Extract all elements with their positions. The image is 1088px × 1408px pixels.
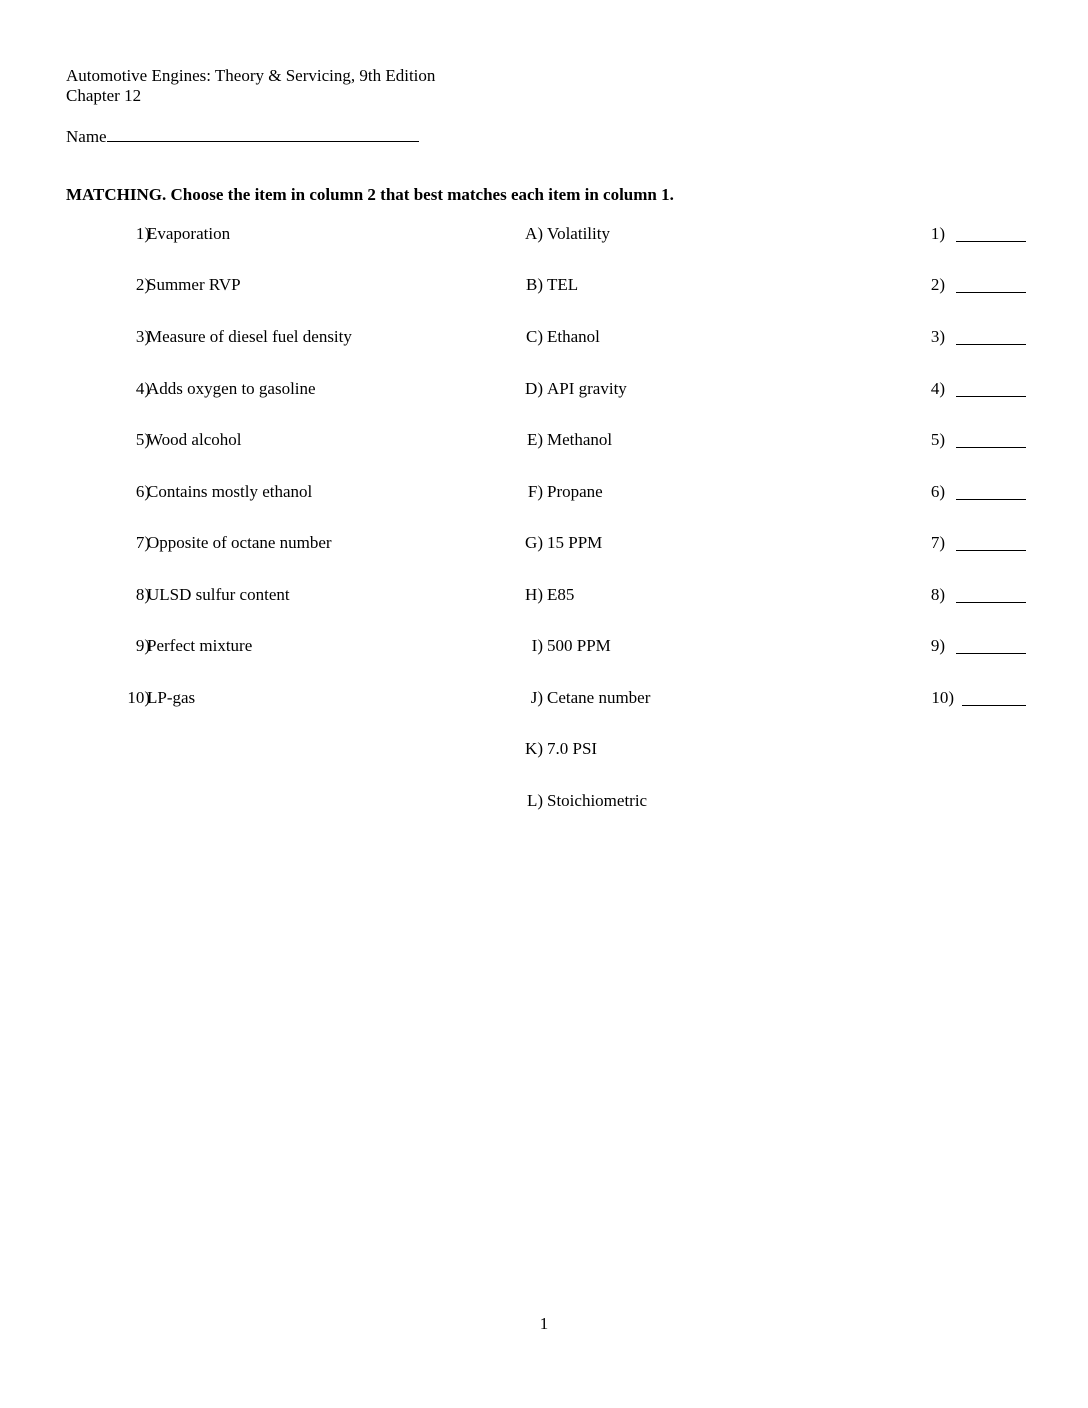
answer-number: 10) xyxy=(931,688,954,707)
name-field[interactable] xyxy=(66,125,419,147)
choice-letter: I) xyxy=(531,636,543,655)
answer-number: 8) xyxy=(930,585,945,604)
choice-letter: G) xyxy=(525,533,543,552)
choice-text: 7.0 PSI xyxy=(547,739,598,758)
choice-letter: A) xyxy=(525,224,543,243)
item-term: Wood alcohol xyxy=(147,430,242,449)
answer-number: 1) xyxy=(930,224,945,243)
name-label: Name xyxy=(66,127,107,146)
item-number: 4) xyxy=(135,379,150,398)
matching-row xyxy=(0,377,1088,401)
matching-row xyxy=(0,273,1088,297)
item-term: Adds oxygen to gasoline xyxy=(147,379,316,398)
answer-number: 4) xyxy=(930,379,945,398)
answer-number: 5) xyxy=(930,430,945,449)
choice-letter: D) xyxy=(525,379,543,398)
item-term: Contains mostly ethanol xyxy=(147,482,313,501)
item-number: 10) xyxy=(127,688,150,707)
item-term: Opposite of octane number xyxy=(147,533,332,552)
choice-letter: C) xyxy=(526,327,543,346)
document-header xyxy=(66,66,435,106)
item-number: 7) xyxy=(135,533,150,552)
choice-text: Propane xyxy=(547,482,603,501)
choice-text: 15 PPM xyxy=(547,533,603,552)
answer-number: 6) xyxy=(930,482,945,501)
item-number: 5) xyxy=(135,430,150,449)
answer-number: 2) xyxy=(930,275,945,294)
choice-text: Ethanol xyxy=(547,327,600,346)
item-term: Perfect mixture xyxy=(147,636,253,655)
item-number: 1) xyxy=(135,224,150,243)
matching-row xyxy=(0,428,1088,452)
item-number: 9) xyxy=(135,636,150,655)
item-term: Measure of diesel fuel density xyxy=(147,327,352,346)
choice-letter: B) xyxy=(526,275,543,294)
matching-row xyxy=(0,480,1088,504)
matching-row xyxy=(0,634,1088,658)
answer-number: 3) xyxy=(930,327,945,346)
choice-letter: J) xyxy=(530,688,543,707)
matching-row xyxy=(0,531,1088,555)
answer-blank[interactable] xyxy=(956,396,1026,397)
item-term: Evaporation xyxy=(147,224,231,243)
item-number: 8) xyxy=(135,585,150,604)
matching-row xyxy=(0,583,1088,607)
choice-letter: L) xyxy=(526,791,543,810)
answer-blank[interactable] xyxy=(956,344,1026,345)
choice-text: TEL xyxy=(547,275,579,294)
item-term: ULSD sulfur content xyxy=(147,585,290,604)
choice-text: E85 xyxy=(547,585,575,604)
item-term: LP-gas xyxy=(147,688,196,707)
book-title: Automotive Engines: Theory & Servicing, 9th Edition xyxy=(66,66,436,85)
matching-row xyxy=(0,222,1088,246)
answer-blank[interactable] xyxy=(956,241,1026,242)
item-number: 3) xyxy=(135,327,150,346)
choice-letter: F) xyxy=(527,482,543,501)
answer-blank[interactable] xyxy=(956,292,1026,293)
choice-text: Stoichiometric xyxy=(547,791,648,810)
answer-blank[interactable] xyxy=(962,705,1026,706)
matching-row xyxy=(0,325,1088,349)
answer-blank[interactable] xyxy=(956,550,1026,551)
choice-letter: K) xyxy=(525,739,543,758)
item-number: 6) xyxy=(135,482,150,501)
matching-instructions: MATCHING. Choose the item in column 2 that best matches each item in column 1. xyxy=(66,185,674,204)
page-number: 1 xyxy=(539,1314,549,1333)
item-term: Summer RVP xyxy=(147,275,241,294)
matching-row xyxy=(0,789,1088,813)
answer-blank[interactable] xyxy=(956,499,1026,500)
matching-row xyxy=(0,686,1088,710)
answer-blank[interactable] xyxy=(956,447,1026,448)
answer-blank[interactable] xyxy=(956,653,1026,654)
choice-text: Methanol xyxy=(547,430,613,449)
answer-number: 7) xyxy=(930,533,945,552)
answer-number: 9) xyxy=(930,636,945,655)
choice-text: Cetane number xyxy=(547,688,651,707)
choice-letter: E) xyxy=(526,430,543,449)
choice-text: API gravity xyxy=(547,379,627,398)
chapter-label: Chapter 12 xyxy=(66,86,142,105)
answer-blank[interactable] xyxy=(956,602,1026,603)
matching-row xyxy=(0,737,1088,761)
choice-text: 500 PPM xyxy=(547,636,611,655)
item-number: 2) xyxy=(135,275,150,294)
choice-text: Volatility xyxy=(547,224,610,243)
name-blank-line[interactable] xyxy=(107,125,419,142)
choice-letter: H) xyxy=(525,585,543,604)
